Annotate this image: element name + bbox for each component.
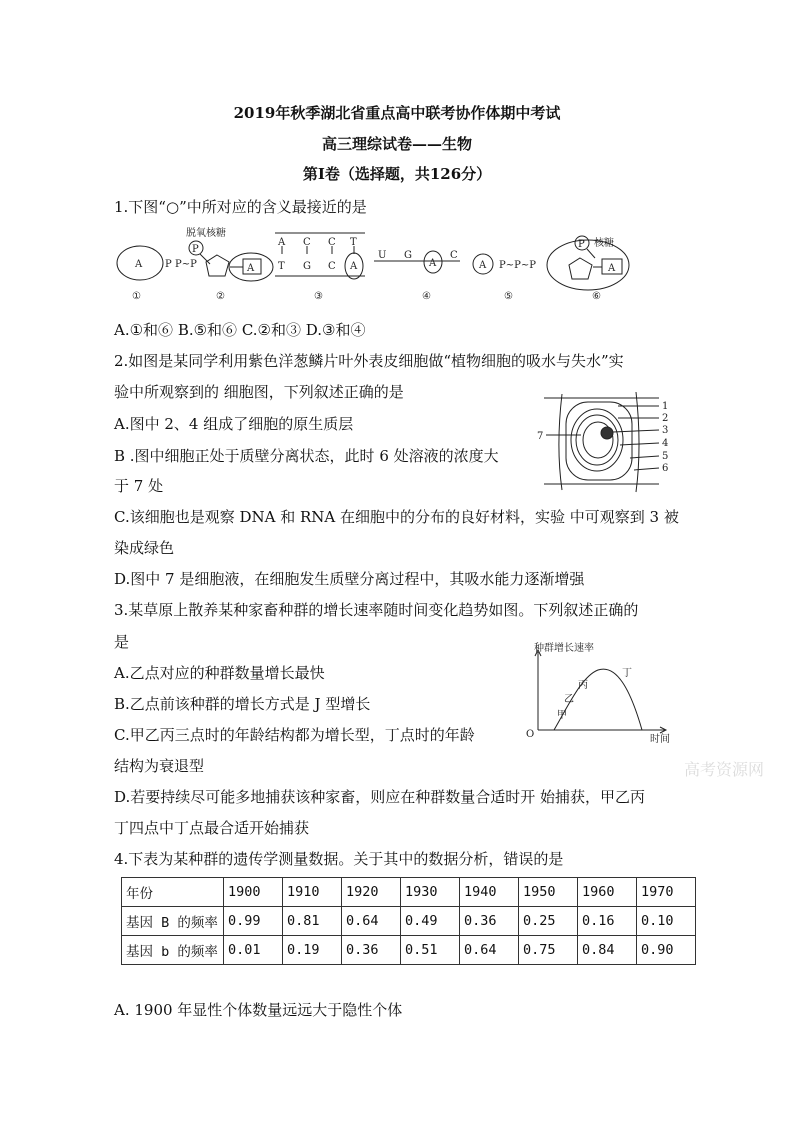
q1-fig6-ribose: 核糖 — [594, 238, 614, 249]
q3-option-d-line1: D.若要持续尽可能多地捕获该种家畜，则应在种群数量合适时开 始捕获，甲乙丙 — [114, 788, 646, 806]
table-header-cell: 1970 — [637, 878, 696, 907]
q3-option-c-line2: 结构为衰退型 — [114, 757, 205, 775]
q1-fig6-A: A — [608, 263, 616, 274]
q3-point-ding: 丁 — [622, 668, 632, 679]
table-cell: 基因 B 的频率 — [122, 907, 224, 936]
q2-nucleus — [601, 427, 613, 439]
q2-option-c-line2: 染成绿色 — [114, 539, 175, 557]
q4-gene-table — [121, 877, 696, 965]
table-header-cell: 1900 — [224, 878, 283, 907]
table-header-cell: 1910 — [283, 878, 342, 907]
table-header-cell: 1920 — [342, 878, 401, 907]
exam-subtitle: 高三理综试卷——生物 — [321, 135, 472, 153]
q1-dna-bottom-2: G — [303, 261, 311, 272]
q2-option-b-line1: B .图中细胞正处于质壁分离状态，此时 6 处溶液的浓度大 — [114, 447, 499, 465]
q1-fig1-P: P — [165, 259, 172, 270]
q1-fig2-A: A — [247, 263, 255, 274]
q1-rna-2: G — [404, 250, 412, 261]
table-cell: 0.64 — [460, 936, 519, 965]
table-cell: 0.36 — [460, 907, 519, 936]
q3-ylabel: 种群增长速率 — [534, 643, 594, 654]
q2-stem-line1: 2.如图是某同学利用紫色洋葱鳞片叶外表皮细胞做“植物细胞的吸水与失水”实 — [114, 352, 624, 370]
table-cell: 0.84 — [578, 936, 637, 965]
q2-label-7: 7 — [537, 431, 544, 442]
q3-origin: O — [526, 729, 535, 740]
q1-dna-top-1: A — [278, 237, 286, 248]
q3-option-b: B.乙点前该种群的增长方式是 J 型增长 — [114, 695, 371, 713]
q3-point-yi: 乙 — [564, 694, 574, 705]
q3-xlabel: 时间 — [650, 734, 670, 745]
section-heading: 第I卷（选择题，共126分） — [302, 165, 492, 183]
q1-fig5-tail: P~P~P — [499, 260, 536, 271]
q2-stem-line2: 验中所观察到的 细胞图，下列叙述正确的是 — [114, 383, 404, 401]
q1-options: A.①和⑥ B.⑤和⑥ C.②和③ D.③和④ — [114, 321, 366, 339]
q1-fig2-deoxyribose: 脱氧核糖 — [186, 228, 226, 239]
q2-label-1: 1 — [662, 401, 669, 412]
table-header-cell: 1960 — [578, 878, 637, 907]
q3-point-bing: 丙 — [578, 680, 588, 691]
table-cell: 0.36 — [342, 936, 401, 965]
q1-stem: 1.下图“○”中所对应的含义最接近的是 — [114, 198, 367, 216]
table-cell: 0.99 — [224, 907, 283, 936]
q3-option-c-line1: C.甲乙丙三点时的年龄结构都为增长型，丁点时的年龄 — [114, 726, 475, 744]
q3-option-a: A.乙点对应的种群数量增长最快 — [114, 664, 325, 682]
watermark: 高考资源网 — [684, 760, 765, 779]
q2-cell-figure — [534, 388, 684, 498]
q3-option-d-line2: 丁四点中丁点最合适开始捕获 — [114, 819, 310, 837]
q2-option-a: A.图中 2、4 组成了细胞的原生质层 — [114, 415, 354, 433]
table-cell: 0.16 — [578, 907, 637, 936]
q1-rna-3: A — [429, 258, 437, 269]
q2-option-c-line1: C.该细胞也是观察 DNA 和 RNA 在细胞中的分布的良好材料，实验 中可观察到 3 被 — [114, 508, 679, 526]
q1-fig5-A: A — [479, 260, 487, 271]
q1-dna-bottom-4: A — [350, 261, 358, 272]
table-cell: 基因 b 的频率 — [122, 936, 224, 965]
table-header-cell: 1940 — [460, 878, 519, 907]
q1-rna-1: U — [378, 250, 387, 261]
q1-pentose-6 — [569, 258, 592, 279]
q2-option-d: D.图中 7 是细胞液，在细胞发生质壁分离过程中，其吸水能力逐渐增强 — [114, 570, 585, 588]
q2-label-6: 6 — [662, 463, 669, 474]
q1-fig1-ppp: P~P — [175, 259, 197, 270]
q3-stem-line2: 是 — [114, 633, 130, 651]
table-cell: 0.10 — [637, 907, 696, 936]
q1-figure — [110, 222, 650, 304]
q1-fig2-P: P — [192, 244, 199, 255]
table-cell: 0.75 — [519, 936, 578, 965]
q3-growth-graph — [520, 642, 680, 746]
q1-dna-top-3: C — [328, 237, 336, 248]
table-header-cell: 1930 — [401, 878, 460, 907]
q1-dna-top-2: C — [303, 237, 311, 248]
q1-fig1-A: A — [135, 259, 143, 270]
q1-fig6-P: P — [578, 239, 585, 250]
table-cell: 0.25 — [519, 907, 578, 936]
q1-num-1: ① — [132, 291, 141, 302]
q3-point-jia: 甲 — [557, 710, 567, 721]
table-row — [122, 907, 696, 936]
q1-num-4: ④ — [422, 291, 431, 302]
q1-dna-bottom-3: C — [328, 261, 336, 272]
q2-label-5: 5 — [662, 451, 669, 462]
q1-dna-bottom-1: T — [278, 261, 285, 272]
q2-label-3: 3 — [662, 425, 669, 436]
q1-rna-4: C — [450, 250, 458, 261]
q1-num-3: ③ — [314, 291, 323, 302]
q1-pentose-2 — [206, 255, 229, 276]
table-cell: 0.49 — [401, 907, 460, 936]
table-header-cell: 年份 — [122, 878, 224, 907]
q1-num-6: ⑥ — [592, 291, 601, 302]
exam-title: 2019年秋季湖北省重点高中联考协作体期中考试 — [233, 104, 561, 122]
q4-stem: 4.下表为某种群的遗传学测量数据。关于其中的数据分析，错误的是 — [114, 850, 564, 868]
table-cell: 0.90 — [637, 936, 696, 965]
q2-label-2: 2 — [662, 413, 669, 424]
table-cell: 0.01 — [224, 936, 283, 965]
q2-protoplast — [571, 409, 623, 471]
table-cell: 0.64 — [342, 907, 401, 936]
q1-dna-top-4: T — [350, 237, 357, 248]
q4-option-a: A. 1900 年显性个体数量远远大于隐性个体 — [114, 1001, 403, 1019]
q1-num-5: ⑤ — [504, 291, 513, 302]
table-header-row — [122, 878, 696, 907]
table-cell: 0.51 — [401, 936, 460, 965]
q1-num-2: ② — [216, 291, 225, 302]
table-cell: 0.81 — [283, 907, 342, 936]
table-row — [122, 936, 696, 965]
table-cell: 0.19 — [283, 936, 342, 965]
q2-option-b-line2: 于 7 处 — [114, 477, 164, 495]
q2-label-4: 4 — [662, 438, 669, 449]
q3-stem-line1: 3.某草原上散养某种家畜种群的增长速率随时间变化趋势如图。下列叙述正确的 — [114, 601, 639, 619]
table-header-cell: 1950 — [519, 878, 578, 907]
